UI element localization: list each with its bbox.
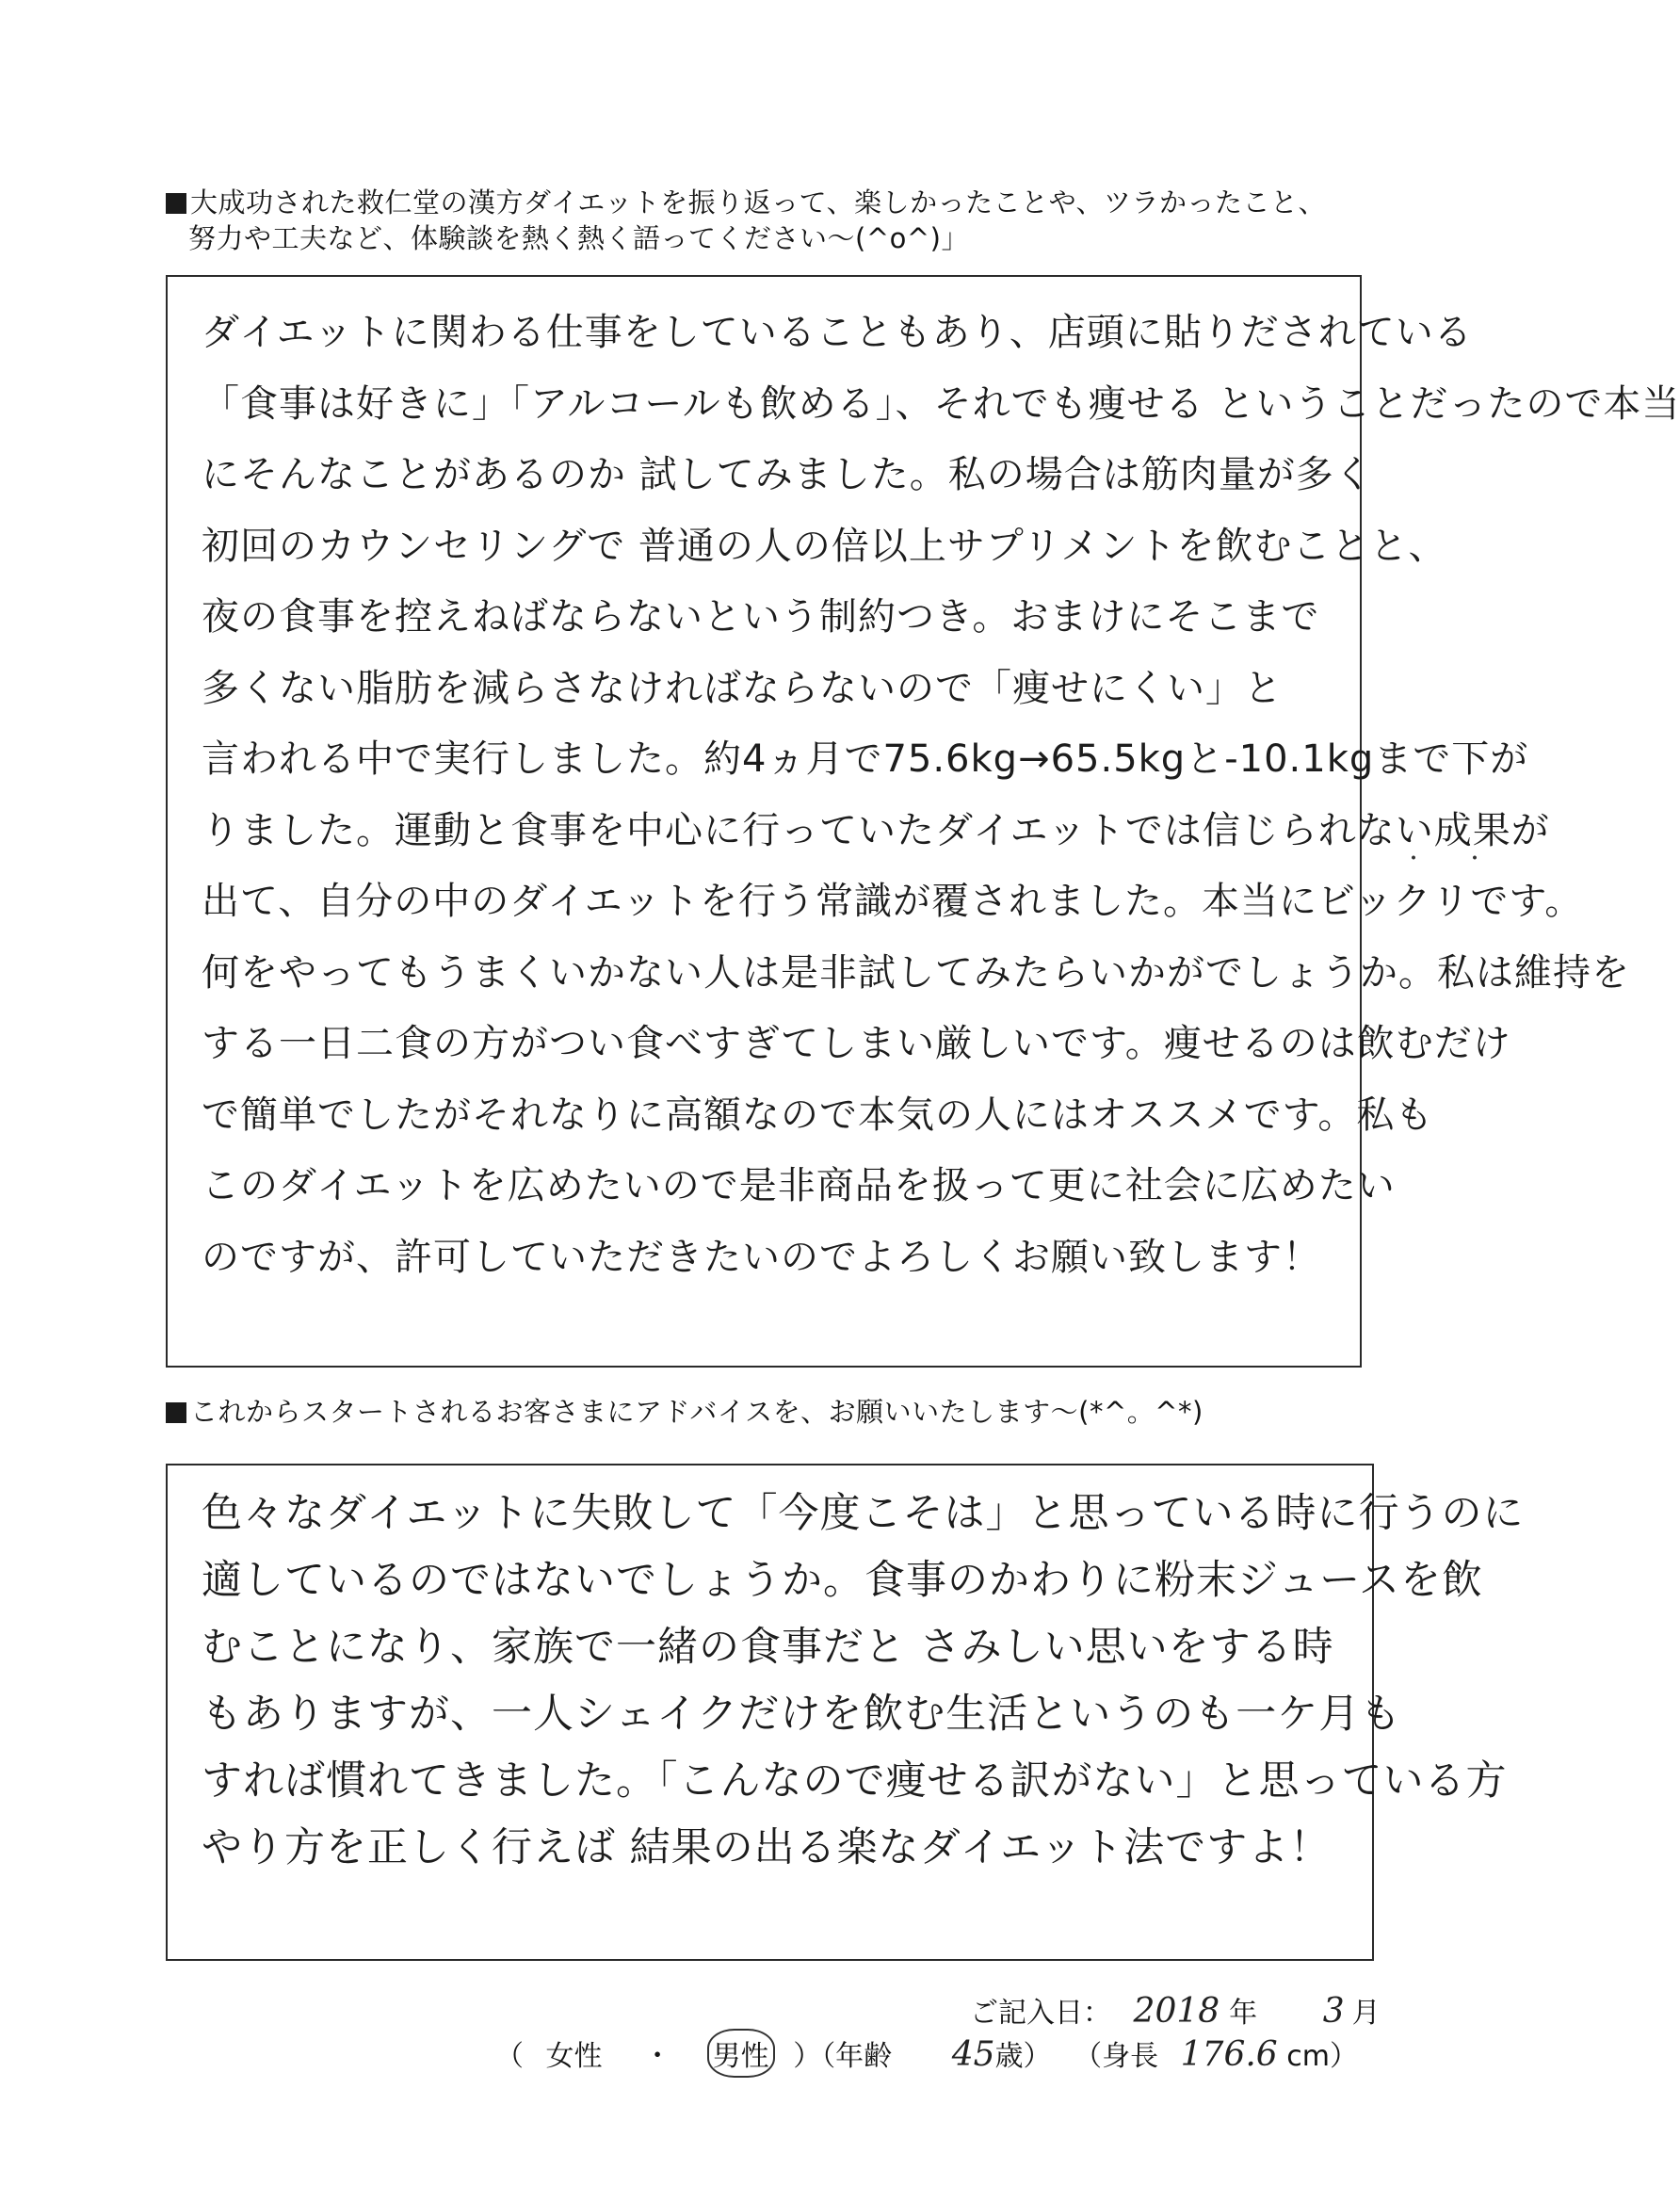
entry-date — [970, 1989, 1381, 2031]
gender-male-selected: 男性 — [713, 2032, 769, 2074]
answer-line: このダイエットを広めたいので是非商品を扱って更に社会に広めたい — [202, 1164, 1396, 1207]
age-unit: 歳） — [994, 2040, 1052, 2073]
height-label: （身長 — [1074, 2040, 1159, 2073]
heading-square-marker — [166, 1402, 186, 1423]
section2-heading — [166, 1394, 1203, 1430]
answer-line: 色々なダイエットに失敗して「今度こそは」と思っている時に行うのに — [202, 1490, 1525, 1537]
open-paren: （ — [495, 2040, 524, 2073]
age-label: （年齢 — [821, 2040, 893, 2073]
answer-line: りました。運動と食事を中心に行っていたダイエットでは信じられない成果が — [202, 808, 1550, 852]
height-value: 176.6 — [1180, 2035, 1278, 2074]
heading-text: これからスタートされるお客さまにアドバイスを、お願いいたします～(*^。^*) — [190, 1396, 1203, 1428]
date-year: 2018 — [1133, 1992, 1220, 2031]
answer-line: むことになり、家族で一緒の食事だと さみしい思いをする時 — [202, 1624, 1334, 1671]
answer-line: のですが、許可していただきたいのでよろしくお願い致します！ — [202, 1235, 1321, 1279]
date-month: 3 — [1322, 1992, 1345, 2031]
section1-heading — [166, 185, 1326, 256]
advice-answer-lines — [202, 1481, 1525, 1882]
age-value: 45 — [951, 2035, 995, 2074]
experience-answer-lines — [202, 298, 1680, 1293]
answer-line: もありますが、一人シェイクだけを飲む生活というのも一ケ月も — [202, 1691, 1402, 1738]
answer-line: で簡単でしたがそれなりに高額なので本気の人にはオススメです。私も — [202, 1093, 1434, 1137]
close-paren: ） — [793, 2040, 822, 2073]
respondent-info — [495, 2032, 1358, 2074]
advice-answer-box — [166, 1464, 1525, 1961]
answer-line: 多くない脂肪を減らさなければならないので「痩せにくい」と — [202, 666, 1283, 710]
answer-line: する一日二食の方がつい食べすぎてしまい厳しいです。痩せるのは飲むだけ — [202, 1022, 1511, 1065]
stray-marks: ・ ・ — [1403, 848, 1502, 871]
answer-line: 初回のカウンセリングで 普通の人の倍以上サプリメントを飲むことと、 — [202, 524, 1447, 568]
answer-line: 言われる中で実行しました。約4ヵ月で75.6kg→65.5kgと-10.1kgまで下が — [202, 737, 1529, 781]
section1-heading-line2: 努力や工夫など、体験談を熱く熱く語ってください～(^o^)」 — [188, 222, 969, 254]
experience-answer-box — [166, 275, 1680, 1368]
month-unit: 月 — [1351, 1997, 1381, 2030]
answer-line: 「食事は好きに」「アルコールも飲める」、それでも痩せる ということだったので本当 — [202, 381, 1680, 426]
gender-female: 女性 — [545, 2040, 603, 2073]
heading-text: 大成功された救仁堂の漢方ダイエットを振り返って、楽しかったことや、ツラかったこと、 — [190, 186, 1327, 219]
heading-square-marker — [166, 193, 186, 214]
date-label: ご記入日： — [970, 1997, 1111, 2030]
answer-line: 何をやってもうまくいかない人は是非試してみたらいかがでしょうか。私は維持を — [202, 950, 1630, 995]
answer-line: すれば慣れてきました。「こんなので痩せる訳がない」と思っている方 — [202, 1757, 1508, 1805]
answer-line: やり方を正しく行えば 結果の出る楽なダイエット法ですよ！ — [202, 1824, 1332, 1871]
answer-line: ダイエットに関わる仕事をしていることもあり、店頭に貼りだされている — [202, 311, 1473, 354]
answer-line: 出て、自分の中のダイエットを行う常識が覆されました。本当にビックリです。 — [202, 880, 1584, 923]
answer-line: 夜の食事を控えねばならないという制約つき。おまけにそこまで — [202, 595, 1320, 639]
answer-line: 適しているのではないでしょうか。食事のかわりに粉末ジュースを飲 — [202, 1557, 1483, 1604]
section1-heading-line1 — [166, 185, 1326, 220]
gender-separator: ・ — [643, 2040, 672, 2073]
height-unit: cm） — [1286, 2040, 1358, 2073]
year-unit: 年 — [1229, 1997, 1258, 2030]
answer-line: にそんなことがあるのか 試してみました。私の場合は筋肉量が多く — [202, 453, 1373, 496]
